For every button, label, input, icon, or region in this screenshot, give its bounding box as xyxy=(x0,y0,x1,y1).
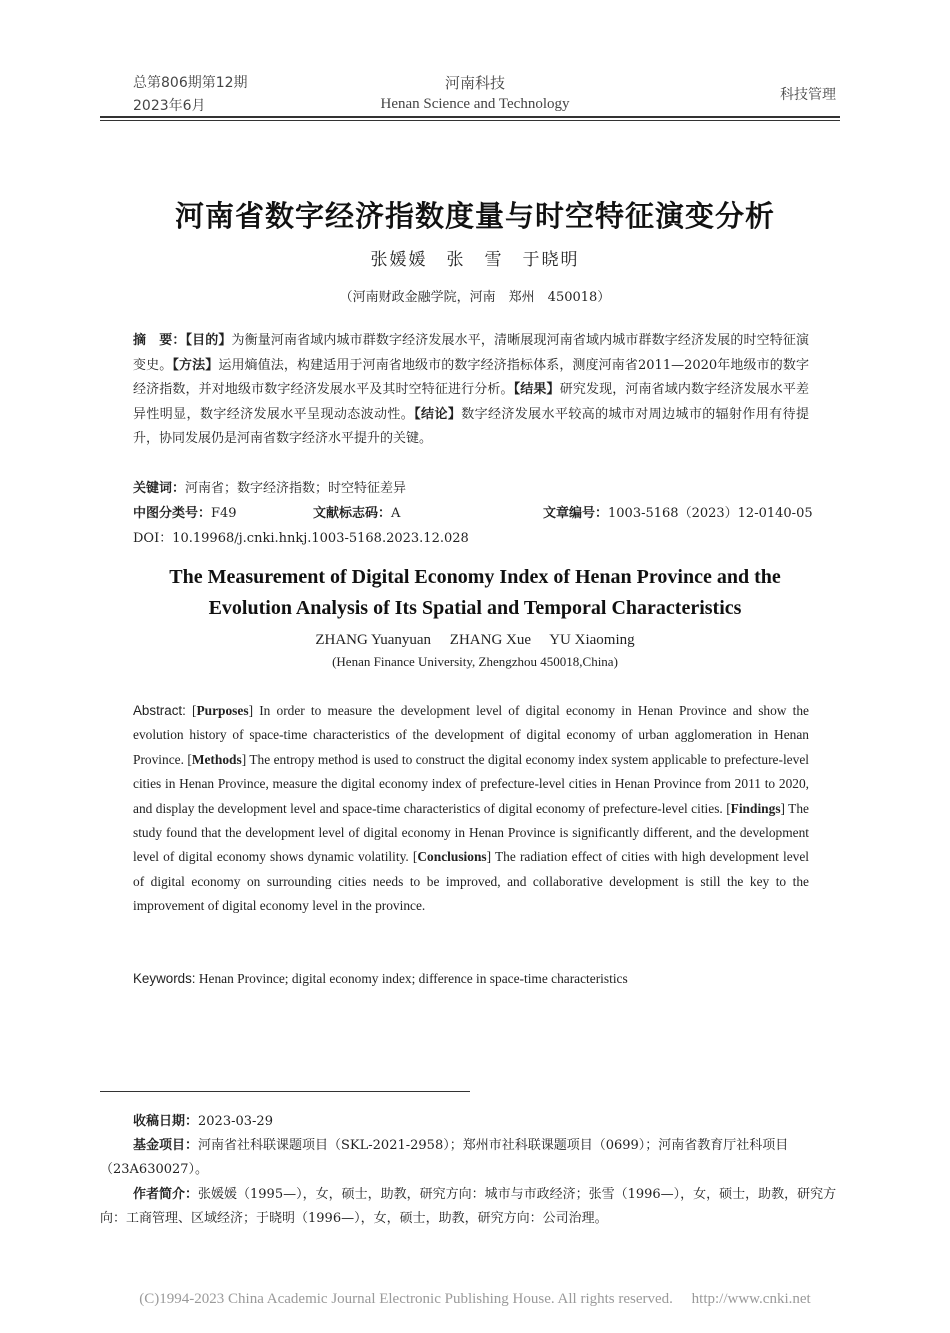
keywords-en xyxy=(133,967,809,991)
received-date xyxy=(133,1110,273,1129)
conclusions-text-cn: 数字经济发展水平较高的城市对周边城市的辐射作用有待提升，协同发展仍是河南省数字经济水平提升的关键。 xyxy=(133,406,809,447)
conclusions-text-en: The radiation effect of cities with high development level of digital economy on surrounding cities needs to be improved, and collaborative development is still the key to the improvement of digital economy level in the province. xyxy=(133,849,809,914)
journal-title-cn: 河南科技 xyxy=(444,74,505,92)
purpose-tag-en: Purposes xyxy=(196,703,249,718)
article-number-label: 文章编号： xyxy=(543,506,609,521)
fund-label: 基金项目： xyxy=(133,1138,199,1153)
purpose-text-en: In order to measure the development level of digital economy in Henan Province and show the evolution history of space-time characteristics of the development of digital economy of urban agglomeration in Henan Province. xyxy=(133,703,809,767)
fund-info xyxy=(100,1134,840,1183)
classification-label: 中图分类号： xyxy=(133,506,212,521)
methods-text-cn: 运用熵值法，构建适用于河南省地级市的数字经济指标体系，测度河南省2011—2020年地级市的数字经济指数，并对地级市数字经济发展水平及其时空特征进行分析。 xyxy=(133,357,809,398)
author-bio-label: 作者简介： xyxy=(133,1187,199,1202)
authors-en: ZHANG Yuanyuan ZHANG Xue YU Xiaoming xyxy=(315,632,635,648)
document-code-label: 文献标志码： xyxy=(313,506,392,521)
classification-number xyxy=(133,502,237,521)
issue-number: 总第806期第12期 xyxy=(133,75,248,91)
received-label: 收稿日期： xyxy=(133,1114,199,1129)
page-title-cn: 河南省数字经济指数度量与时空特征演变分析 xyxy=(174,199,775,233)
affiliation-cn: （河南财政金融学院，河南 郑州 450018） xyxy=(339,290,611,305)
findings-text-cn: 研究发现，河南省域内数字经济发展水平差异性明显，数字经济发展水平呈现动态波动性。 xyxy=(133,382,809,422)
authors-cn: 张媛媛 张 雪 于晓明 xyxy=(370,250,580,270)
author-bio-value: 张媛媛（1995—），女，硕士，助教，研究方向：城市与市政经济；张雪（1996—），女，硕士，助教，研究方向：工商管理、区域经济；于晓明（1996—），女，硕士，助教，研究方向：公司治理。 xyxy=(100,1187,837,1227)
abstract-en: Abstract: [Purposes] In order to measure the development level of digital economy in Henan Province and show the evolution history of space-time characteristics of the development of digital economy of urban agglomeration in Henan Province. [Methods] The entropy method is used to construct the digital economy index system applicable to prefecture-level cities in Henan Province, measure the digital economy index of prefecture-level cities in Henan Province from 2011 to 2020, and display the development level and space-time characteristics of digital economy of prefecture-level cities. [Findings] The study found that the development level of digital economy in Henan Province is significantly different, and the development level of digital economy shows dynamic volatility. [Conclusions] The radiation effect of cities with high development level of digital economy on surrounding cities needs to be improved, and collaborative development is still the key to the improvement of digital economy level in the province. xyxy=(133,703,809,914)
section-label: 科技管理 xyxy=(780,87,836,103)
header-rule-thick xyxy=(100,116,840,118)
footnote-divider xyxy=(100,1091,470,1092)
classification-value: F49 xyxy=(211,506,237,521)
article-number xyxy=(543,502,813,521)
abstract-en-label: Abstract: xyxy=(133,703,186,718)
keywords-en-value: Henan Province; digital economy index; difference in space-time characteristics xyxy=(198,971,628,986)
keywords-cn xyxy=(133,477,406,496)
article-number-value: 1003-5168（2023）12-0140-05 xyxy=(608,506,813,521)
document-code-value: A xyxy=(391,506,401,521)
received-value: 2023-03-29 xyxy=(198,1114,273,1129)
doi: DOI：10.19968/j.cnki.hnkj.1003-5168.2023.12.028 xyxy=(133,531,469,546)
issue-date: 2023年6月 xyxy=(133,98,206,114)
findings-tag-cn: 【结果】 xyxy=(513,382,560,398)
findings-tag-en: Findings xyxy=(730,800,781,816)
document-code xyxy=(313,502,400,521)
header-rule-thin xyxy=(100,120,840,121)
keywords-en-label: Keywords: xyxy=(133,971,196,986)
methods-text-en: The entropy method is used to construct the digital economy index system applicable to prefecture-level cities in Henan Province, measure the digital economy index of prefecture-level cities in Henan Province from 2011 to 2020, and display the development level and space-time characteristics of digital economy of prefecture-level cities. xyxy=(133,751,809,816)
fund-value: 河南省社科联课题项目（SKL-2021-2958）；郑州市社科联课题项目（0699）；河南省教育厅社科项目（23A630027）。 xyxy=(100,1138,789,1178)
page-title-en-line2: Evolution Analysis of Its Spatial and Temporal Characteristics xyxy=(208,597,742,619)
affiliation-en: (Henan Finance University, Zhengzhou 450018,China) xyxy=(332,654,618,669)
page-title-en-line1: The Measurement of Digital Economy Index of Henan Province and the xyxy=(169,566,781,588)
author-bio xyxy=(100,1183,840,1232)
methods-tag-en: Methods xyxy=(191,751,242,767)
conclusions-tag-cn: 【结论】 xyxy=(414,406,462,422)
findings-text-en: The study found that the development level of digital economy in Henan Province is significantly different, and the development level of digital economy shows dynamic volatility. xyxy=(133,800,809,865)
abstract-cn xyxy=(133,329,809,452)
purpose-tag-cn: 【目的】 xyxy=(185,333,232,348)
methods-tag-cn: 【方法】 xyxy=(172,357,219,373)
keywords-cn-label: 关键词： xyxy=(133,481,186,496)
copyright-notice: (C)1994-2023 China Academic Journal Electronic Publishing House. All rights reserved. http://www.cnki.net xyxy=(139,1291,811,1307)
journal-title-en: Henan Science and Technology xyxy=(380,96,570,112)
purpose-text-cn: 为衡量河南省域内城市群数字经济发展水平，清晰展现河南省域内城市群数字经济发展的时空特征演变史。 xyxy=(133,333,809,373)
keywords-cn-value: 河南省；数字经济指数；时空特征差异 xyxy=(185,481,407,496)
conclusions-tag-en: Conclusions xyxy=(417,849,487,865)
abstract-cn-label: 摘 要： xyxy=(133,333,186,348)
